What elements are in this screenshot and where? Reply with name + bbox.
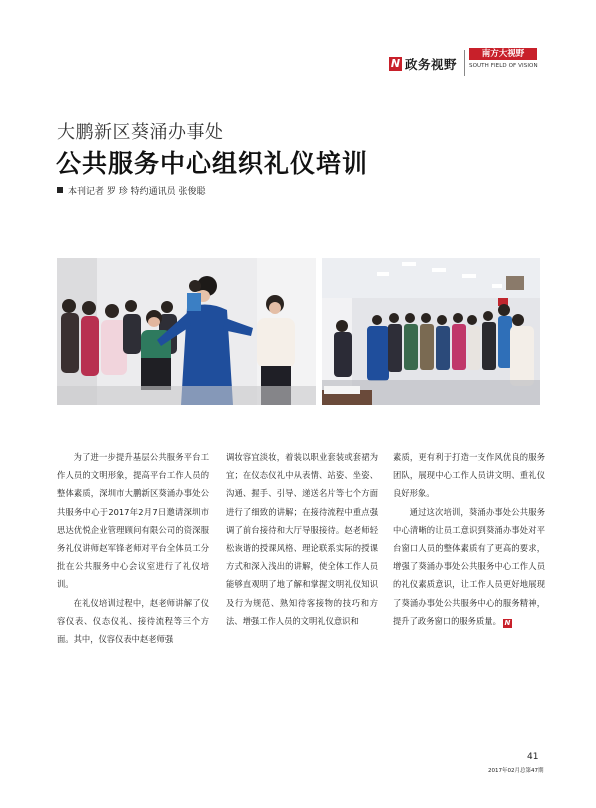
paragraph: 调妆容宜淡妆，着装以职业套装或套裙为宜；在仪态仪礼中从表情、站姿、坐姿、沟通、握手、引导、递送名片等七个方面进行了细致的讲解；在接待流程中重点强调了前台接待和大厅导服接待。赵老师轻松诙谐的授课风格、理论联系实际的授课方式和深入浅出的讲解，使全体工作人员能够直观明了地了解和掌握文明礼仪知识及行为规范、熟知待客接物的技巧和方法、增强工作人员的文明礼仪意识和 (226, 452, 378, 626)
article-column-1 (57, 448, 209, 648)
training-photo-right (322, 258, 540, 405)
column-subtitle: SOUTH FIELD OF VISION (469, 63, 538, 69)
training-photo-right-image (322, 258, 540, 405)
section-name: 政务视野 (405, 57, 458, 72)
byline-square-icon (57, 187, 63, 193)
page-number: 41 (527, 752, 539, 762)
training-photo-left (57, 258, 316, 405)
article-subtitle: 大鹏新区葵涌办事处 (57, 122, 224, 143)
byline (57, 184, 205, 197)
column-badge: 南方大视野 (469, 48, 537, 60)
article-column-3 (393, 448, 545, 630)
magazine-logo-icon: N (390, 57, 401, 70)
article-title: 公共服务中心组织礼仪培训 (56, 149, 369, 178)
paragraph: 在礼仪培训过程中，赵老师讲解了仪容仪表、仪态仪礼、接待流程等三个方面。其中，仪容仪表中赵老师强 (57, 597, 209, 645)
end-mark-icon: N (504, 618, 511, 627)
article-column-2 (226, 448, 378, 630)
training-photo-left-image (57, 258, 316, 405)
paragraph-last (393, 503, 545, 630)
paragraph: 素质，更有利于打造一支作风优良的服务团队，展现中心工作人员讲文明、重礼仪良好形象。 (393, 452, 545, 499)
header-divider (464, 50, 465, 76)
issue-info: 2017年02月总第47期 (488, 768, 544, 774)
byline-text: 本刊记者 罗 珍 特约通讯员 张俊聪 (68, 187, 206, 197)
paragraph: 为了进一步提升基层公共服务平台工作人员的文明形象，提高平台工作人员的整体素质，深圳市大鹏新区葵涌办事处公共服务中心于2017年2月7日邀请深圳市思达优悦企业管理顾问有限公司的资深服务礼仪讲师赵军锋老师对平台全体员工分批在公共服务中心会议室进行了礼仪培训。 (57, 452, 209, 590)
paragraph-text: 通过这次培训，葵涌办事处公共服务中心清晰的让员工意识到葵涌办事处对平台窗口人员的整体素质有了更高的要求，增强了葵涌办事处公共服务中心工作人员的礼仪素质意识，让工作人员更好地展现了葵涌办事处公共服务中心的服务精神，提升了政务窗口的服务质量。 (393, 506, 545, 626)
